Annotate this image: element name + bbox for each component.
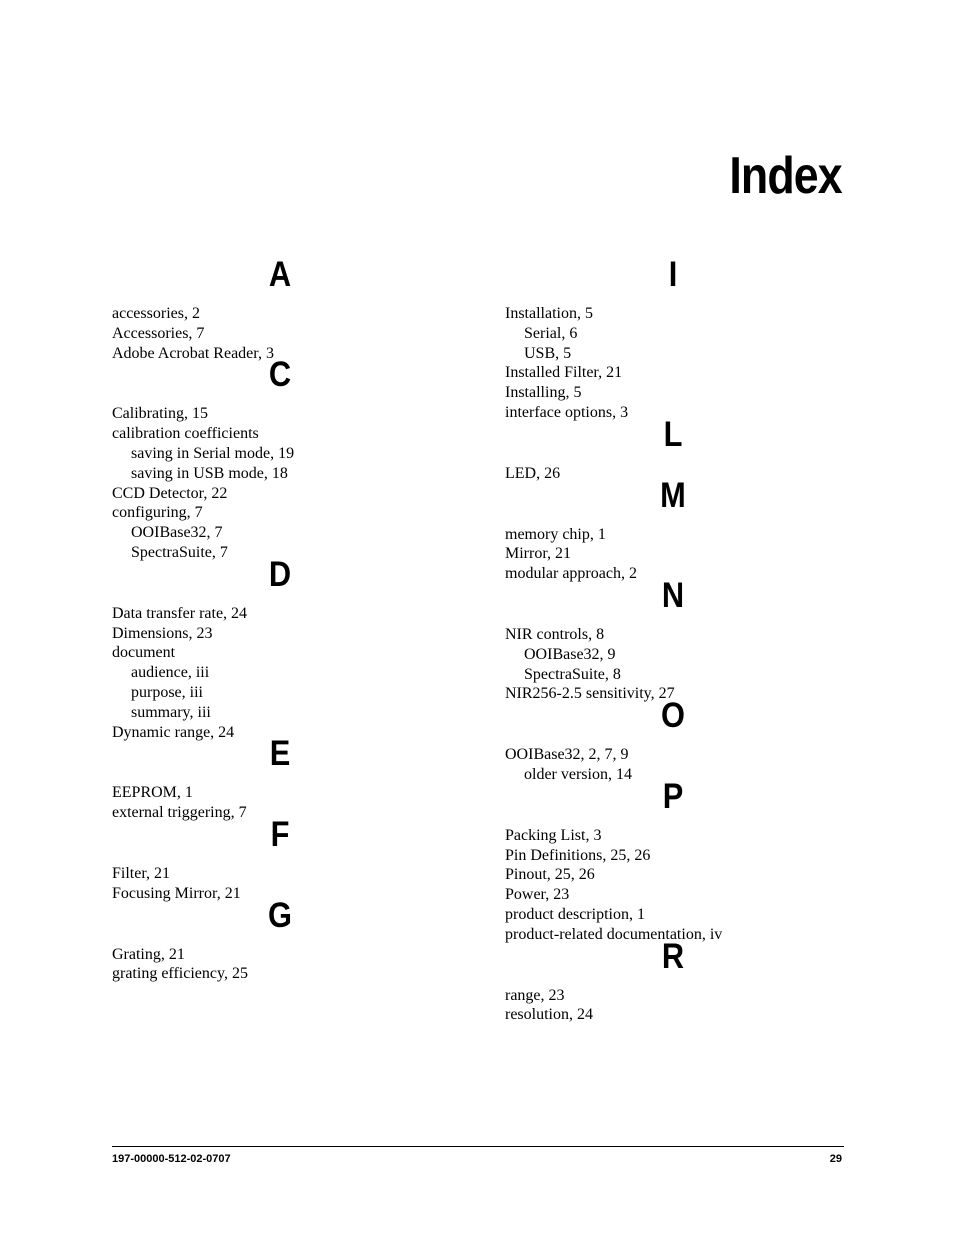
index-subentry: OOIBase32, 9 [524,645,616,663]
page-number: 29 [829,1153,842,1165]
index-subentry: audience, iii [131,664,210,682]
index-entry: LED, 26 [505,464,561,482]
section-letter: L [663,414,683,454]
index-subentry: USB, 5 [524,344,572,362]
section-letter: I [668,255,678,294]
index-entry: Dimensions, 23 [112,624,213,642]
index-entry: Pinout, 25, 26 [505,866,595,884]
index-column-left [112,255,452,984]
index-section-c [112,355,452,562]
index-section-e [112,734,452,823]
index-entry: Installing, 5 [505,384,582,402]
index-section-i [505,255,845,423]
page-title: Index [729,147,842,205]
index-subentry: Serial, 6 [524,324,578,342]
index-section-a [112,255,452,363]
section-letter: F [270,814,290,854]
index-entry: Adobe Acrobat Reader, 3 [112,344,274,362]
index-subentry: older version, 14 [524,765,632,783]
index-column-right [505,255,845,1025]
index-section-o [505,696,845,785]
index-entry: Focusing Mirror, 21 [112,884,241,902]
section-letter: G [268,895,292,935]
section-letter: M [660,475,686,515]
index-entry: Power, 23 [505,886,570,904]
index-entry: configuring, 7 [112,504,203,522]
index-entry: Calibrating, 15 [112,405,208,423]
document-number: 197-00000-512-02-0707 [112,1153,231,1165]
index-subentry: saving in Serial mode, 19 [131,444,295,462]
index-subentry: SpectraSuite, 8 [524,665,621,683]
index-entry: Packing List, 3 [505,826,602,844]
index-entry: resolution, 24 [505,1006,593,1024]
section-letter: E [269,734,291,774]
footer-divider [112,1146,844,1147]
index-entry: NIR256-2.5 sensitivity, 27 [505,685,675,703]
index-entry: Dynamic range, 24 [112,723,235,741]
section-letter: O [661,696,685,736]
index-entry: Installed Filter, 21 [505,364,623,382]
index-subentry: summary, iii [131,703,211,721]
index-entry: accessories, 2 [112,305,200,322]
index-subentry: purpose, iii [131,683,203,701]
index-entry: external triggering, 7 [112,804,247,822]
section-letter: N [661,575,685,615]
section-letter: D [268,554,292,594]
index-subentry: OOIBase32, 7 [131,524,223,542]
index-entry: calibration coefficients [112,425,259,443]
index-entry: NIR controls, 8 [505,625,605,643]
index-entry: document [112,644,176,662]
section-letter: A [268,255,292,294]
section-letter: P [662,776,684,816]
index-entry: Grating, 21 [112,945,185,963]
index-entry: Mirror, 21 [505,545,572,563]
index-entry: memory chip, 1 [505,525,606,543]
index-entry: OOIBase32, 2, 7, 9 [505,746,629,764]
index-section-r [505,937,845,1026]
index-subentry: SpectraSuite, 7 [131,543,228,561]
index-entry: Pin Definitions, 25, 26 [505,846,651,864]
index-entry: Data transfer rate, 24 [112,604,248,622]
index-entry: Accessories, 7 [112,324,205,342]
index-entry: range, 23 [505,986,565,1004]
index-entry: grating efficiency, 25 [112,965,248,983]
index-entry: interface options, 3 [505,403,629,421]
index-section-f [112,815,452,904]
section-letter: C [268,355,292,395]
index-entry: modular approach, 2 [505,565,637,583]
index-entry: Installation, 5 [505,305,593,322]
index-subentry: saving in USB mode, 18 [131,464,288,482]
section-letter: R [661,936,685,976]
index-entry: product description, 1 [505,905,645,923]
index-section-d [112,555,452,743]
index-entry: Filter, 21 [112,864,171,882]
index-entry: CCD Detector, 22 [112,484,228,502]
index-entry: product-related documentation, iv [505,925,723,943]
index-section-g [112,896,452,985]
index-entry: EEPROM, 1 [112,784,193,802]
index-section-n [505,576,845,704]
index-section-p [505,777,845,945]
index-section-m [505,476,845,584]
index-section-l [505,415,845,484]
